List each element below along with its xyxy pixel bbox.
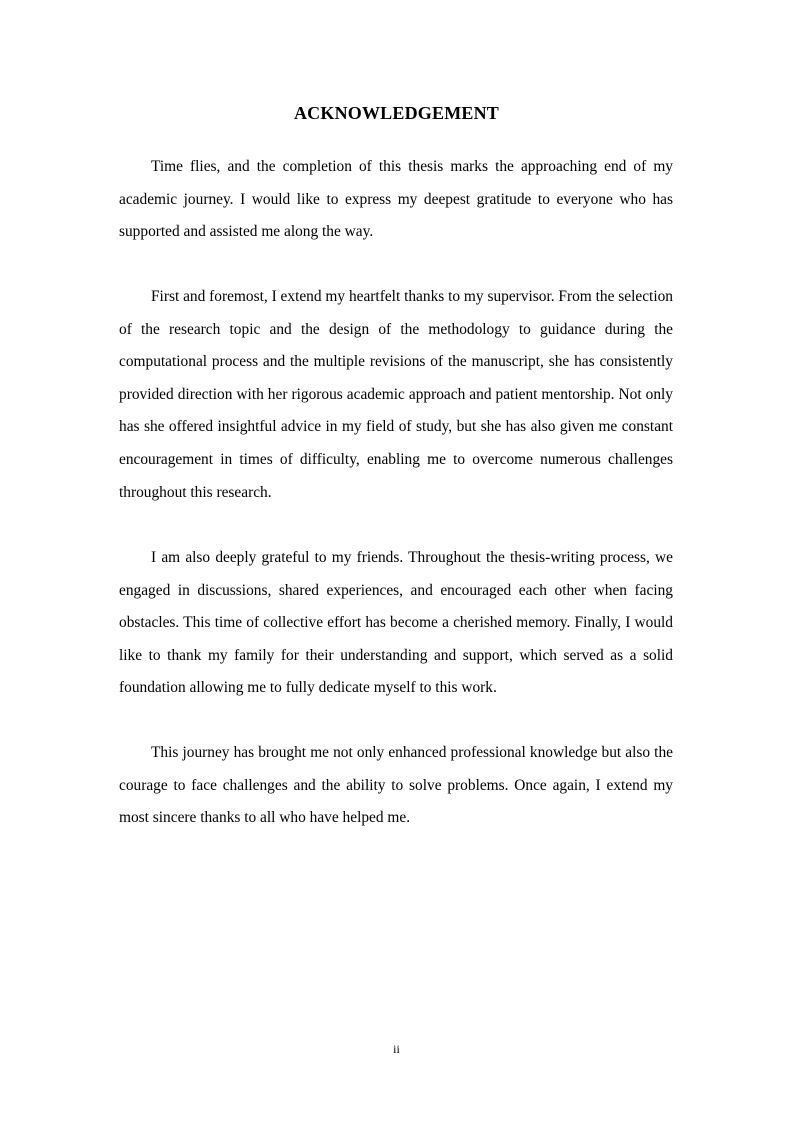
paragraph-2: First and foremost, I extend my heartfelt thanks to my supervisor. From the selection of the research topic and the design of the methodology to guidance during the computational process and the multiple revisions of the manuscript, she has consistently provided direction with her rigorous academic approach and patient mentorship. Not only has she offered insightful advice in my field of study, but she has also given me constant encouragement in times of difficulty, enabling me to overcome numerous challenges throughout this research. <box>119 288 673 501</box>
paragraph-4: This journey has brought me not only enhanced professional knowledge but also the courage to face challenges and the ability to solve problems. Once again, I extend my most sincere thanks to all who have helped me. <box>119 744 673 827</box>
paragraph-3: I am also deeply grateful to my friends. Throughout the thesis-writing process, we engaged in discussions, shared experiences, and encouraged each other when facing obstacles. This time of collective effort has become a cherished memory. Finally, I would like to thank my family for their understanding and support, which served as a solid foundation allowing me to fully dedicate myself to this work. <box>119 549 673 697</box>
page-title: ACKNOWLEDGEMENT <box>293 103 500 123</box>
paragraph-1: Time flies, and the completion of this thesis marks the approaching end of my academic journey. I would like to express my deepest gratitude to everyone who has supported and assisted me along the way. <box>119 158 673 241</box>
page-number: ii <box>393 1042 400 1056</box>
